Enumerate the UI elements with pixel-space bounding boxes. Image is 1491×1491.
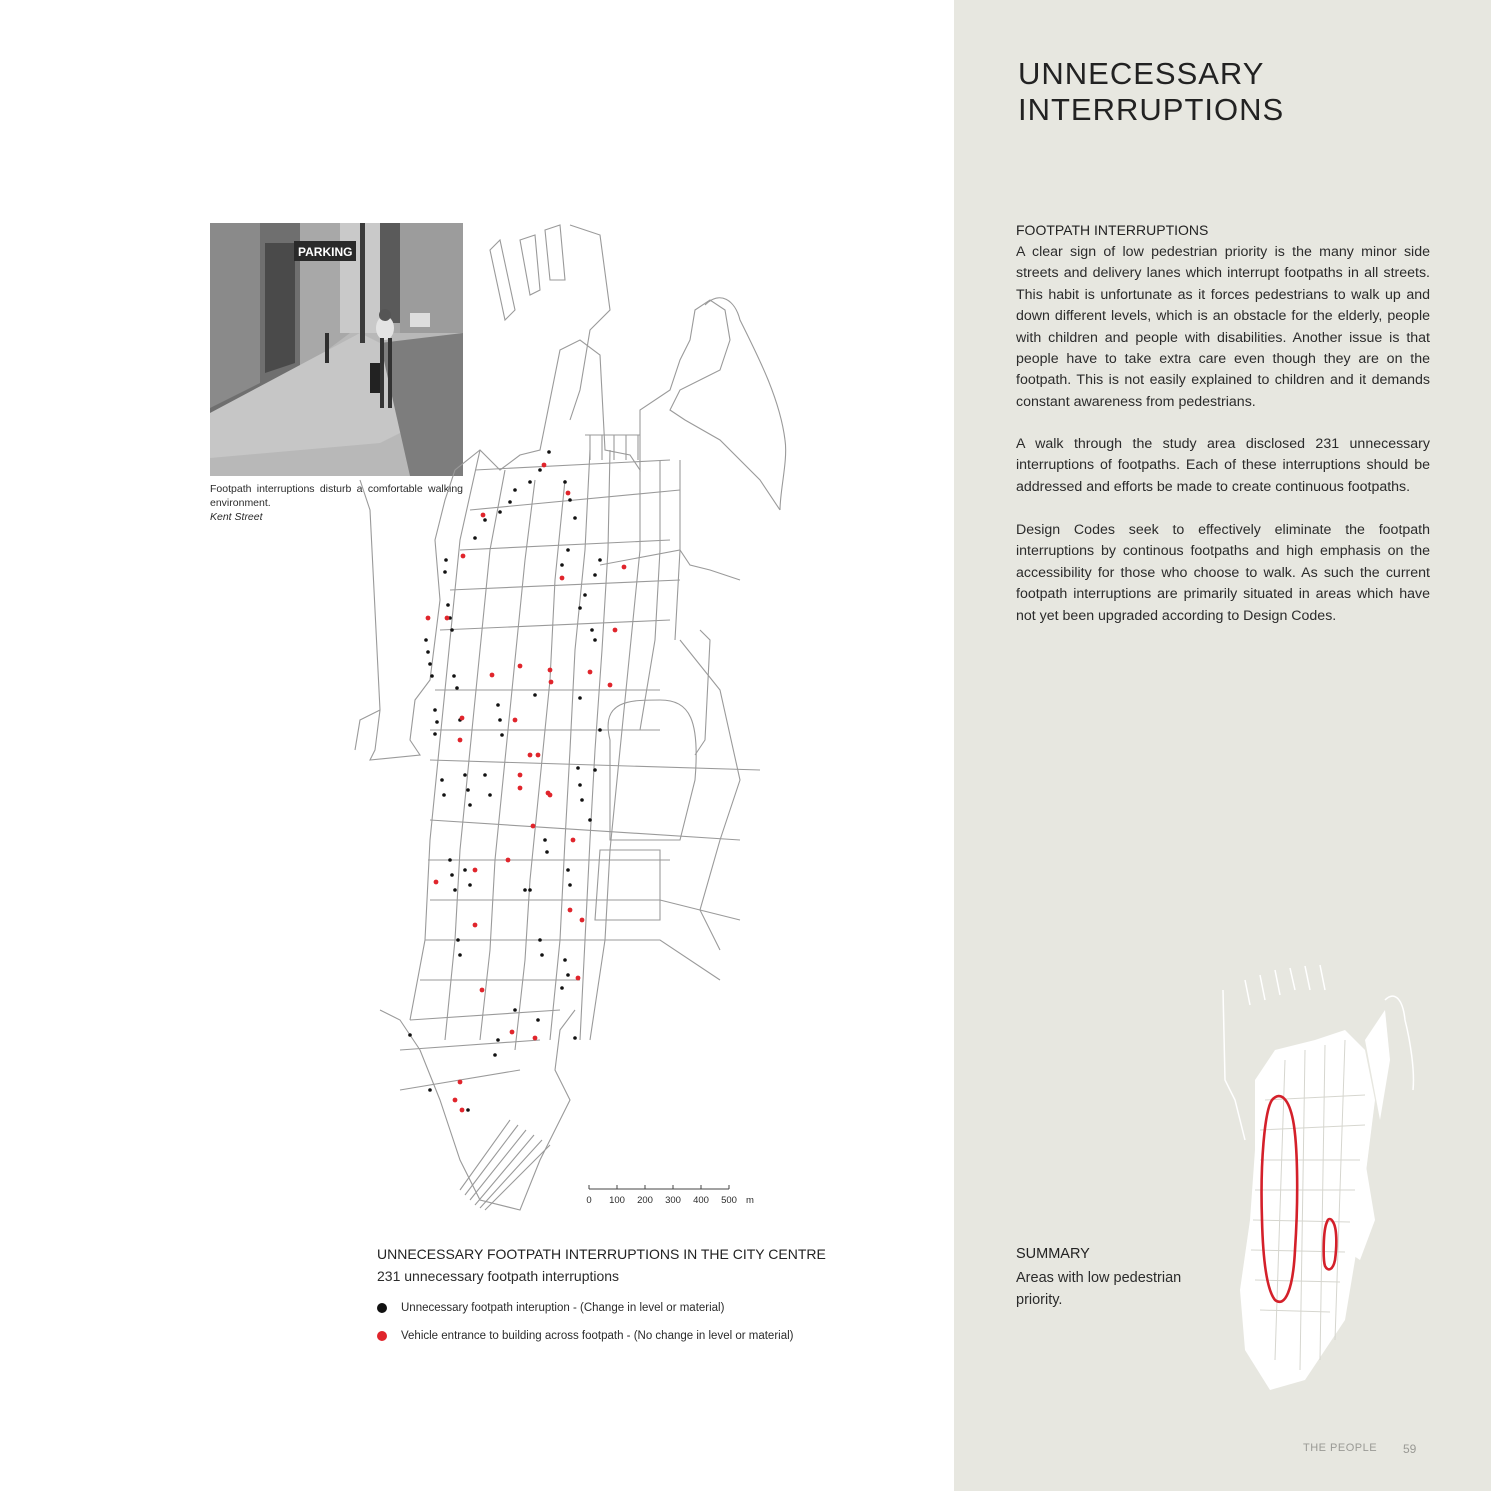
legend-red-label: Vehicle entrance to building across footpath - (No change in level or material) [401,1330,794,1342]
page-title: UNNECESSARY INTERRUPTIONS [1018,56,1285,127]
summary-heading: SUMMARY [1016,1246,1090,1262]
map-title: UNNECESSARY FOOTPATH INTERRUPTIONS IN THE CITY CENTRE [377,1246,826,1262]
scale-label-400: 400 [693,1195,709,1206]
body-paragraph-2: A walk through the study area disclosed 231 unnecessary interruptions of footpaths. Each of these interruptions should be addressed and efforts be made to create continuous footpaths. [1016,436,1430,495]
legend-red-dot-icon [377,1331,387,1341]
photo-caption-text: Footpath interruptions disturb a comfortable walking environment. [210,483,463,509]
section-heading: FOOTPATH INTERRUPTIONS [1016,222,1209,238]
body-paragraph-1: A clear sign of low pedestrian priority is the many minor side streets and delivery lanes which interrupt footpaths in all streets. This habit is unfortunate as it forces pedestrians to walk up and down different levels, which is an obstacle for the elderly, people with children and people with disabilities. Another issue is that people have to take extra care even though they are on the footpath. This is not easily explained to children and it demands constant awareness from pedestrians. [1016,244,1430,410]
city-centre-map [340,220,820,1220]
legend-item-red [377,1330,794,1342]
legend-item-black [377,1302,724,1314]
scale-label-100: 100 [609,1195,625,1206]
body-paragraph-3: Design Codes seek to effectively eliminate the footpath interruptions by continous footpaths and high emphasis on the accessibility for those who choose to walk. As such the current footpath interruptions are primarily situated in areas which have not yet been upgraded according to Design Codes. [1016,522,1430,624]
legend-black-label: Unnecessary footpath interuption - (Change in level or material) [401,1302,725,1314]
map-subtitle: 231 unnecessary footpath interruptions [377,1268,620,1284]
legend-black-dot-icon [377,1303,387,1313]
scale-label-200: 200 [637,1195,653,1206]
summary-mini-map [1215,960,1430,1390]
scale-bar [580,1182,770,1212]
summary-text: Areas with low pedestrian priority. [1016,1270,1182,1308]
scale-unit: m [746,1195,754,1206]
scale-label-0: 0 [586,1195,592,1206]
scale-label-500: 500 [721,1195,737,1206]
footer-section-label: THE PEOPLE [1303,1442,1378,1454]
scale-label-300: 300 [665,1195,681,1206]
parking-sign-text: PARKING [298,245,353,259]
page-number: 59 [1403,1442,1417,1456]
photo-location: Kent Street [210,511,263,523]
